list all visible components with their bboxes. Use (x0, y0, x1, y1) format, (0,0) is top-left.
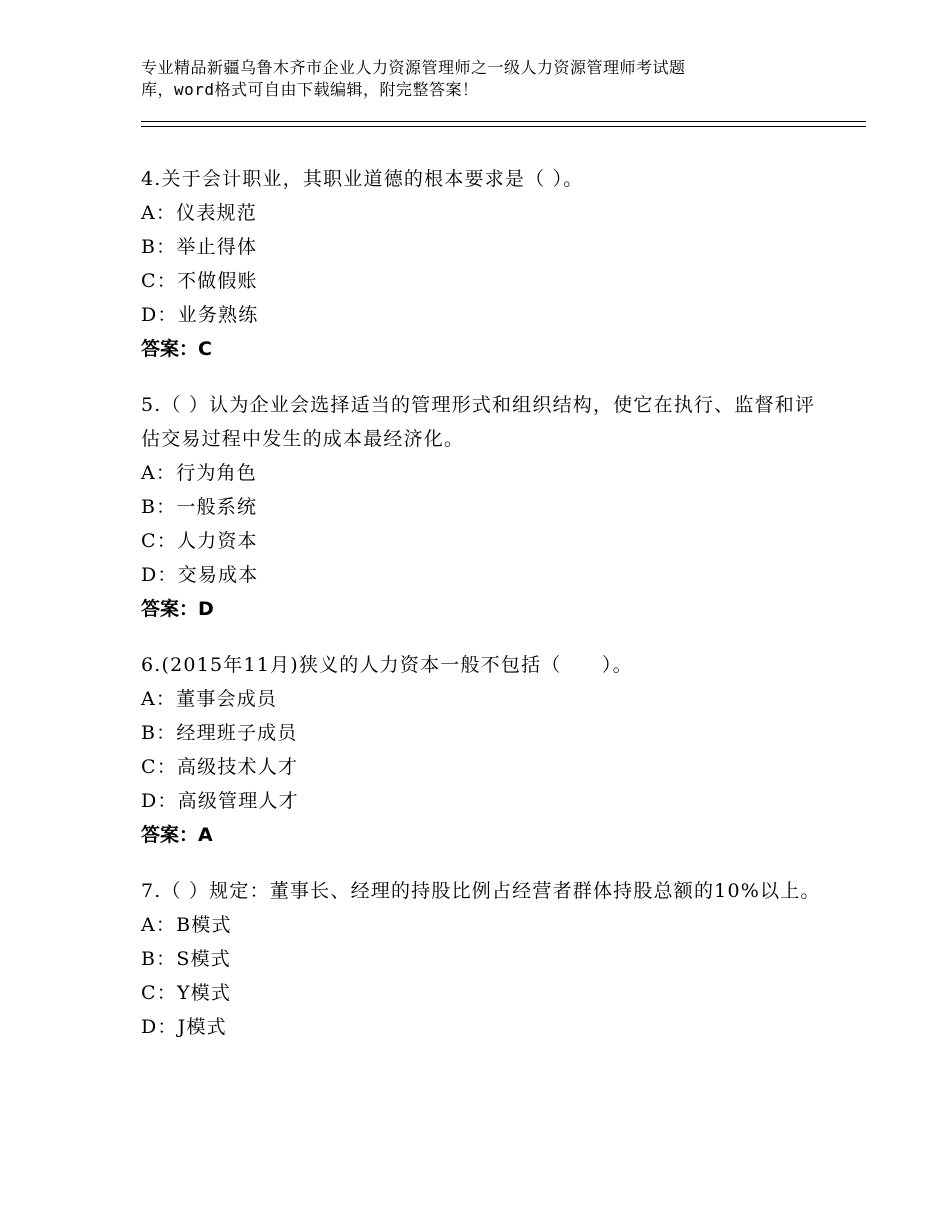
option-d: D：业务熟练 (141, 304, 259, 326)
question-7 (141, 874, 821, 1044)
option-b: B：一般系统 (141, 496, 258, 518)
option-c: C：不做假账 (141, 270, 258, 292)
option-d: D：J模式 (141, 1016, 227, 1038)
option-a: A：B模式 (141, 914, 232, 936)
option-c: C：高级技术人才 (141, 756, 299, 778)
option-b: B：经理班子成员 (141, 722, 298, 744)
header-title-line-1: 专业精品新疆乌鲁木齐市企业人力资源管理师之一级人力资源管理师考试题 (141, 58, 686, 77)
option-d: D：高级管理人才 (141, 790, 299, 812)
question-6 (141, 648, 821, 852)
document-header (141, 57, 781, 101)
question-stem: 5.（ ）认为企业会选择适当的管理形式和组织结构，使它在执行、监督和评估交易过程中发生的成本最经济化。 (141, 394, 816, 450)
header-title-line-2: 库，word格式可自由下载编辑，附完整答案！ (141, 80, 479, 99)
answer: 答案：D (141, 598, 214, 620)
option-a: A：董事会成员 (141, 688, 278, 710)
option-a: A：行为角色 (141, 462, 257, 484)
option-c: C：人力资本 (141, 530, 258, 552)
header-divider (141, 121, 866, 127)
option-d: D：交易成本 (141, 564, 259, 586)
question-stem: 7.（ ）规定：董事长、经理的持股比例占经营者群体持股总额的10%以上。 (141, 880, 821, 902)
question-4 (141, 162, 821, 366)
question-stem: 6.(2015年11月)狭义的人力资本一般不包括（ ）。 (141, 654, 633, 676)
option-b: B：举止得体 (141, 236, 258, 258)
answer: 答案：C (141, 338, 212, 360)
question-5 (141, 388, 821, 626)
question-stem: 4.关于会计职业，其职业道德的根本要求是（ ）。 (141, 168, 584, 190)
question-list (141, 162, 821, 1066)
option-a: A：仪表规范 (141, 202, 257, 224)
option-c: C：Y模式 (141, 982, 232, 1004)
answer: 答案：A (141, 824, 213, 846)
option-b: B：S模式 (141, 948, 231, 970)
